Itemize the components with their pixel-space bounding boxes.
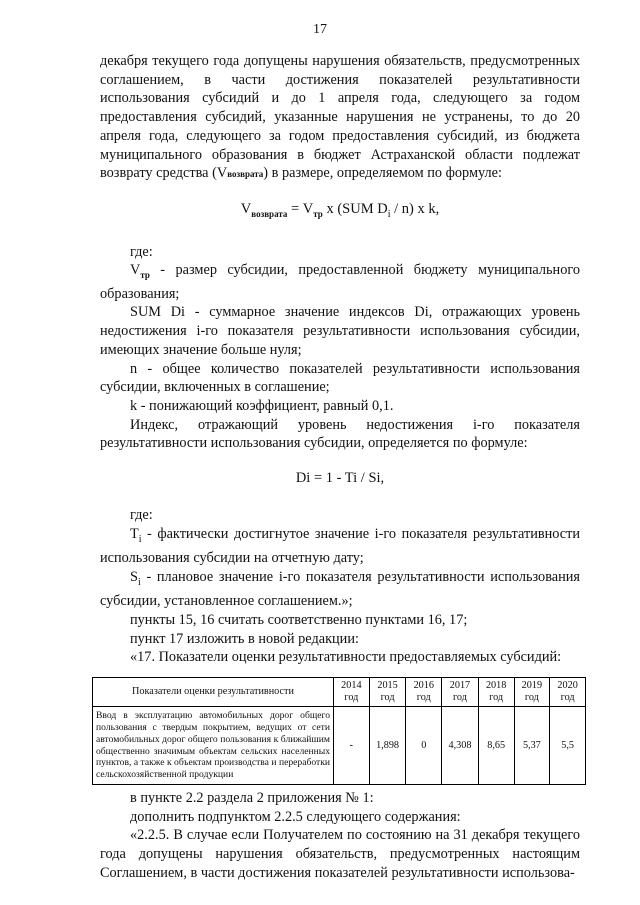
- indicator-name: Ввод в эксплуатацию автомобильных дорог общего пользования с твердым покрытием, ведущих от сети автомобильных дорог общего пользования к ближайшим общественно значимым объектам сельских населенных пунктов, а также к объектам производства и переработки сельскохозяйственной продукции: [93, 707, 334, 785]
- indicator-value: 0: [406, 707, 442, 785]
- document-body: [96, 52, 580, 882]
- column-header-year: 2016 год: [406, 678, 442, 707]
- definition-k: k - понижающий коэффициент, равный 0,1.: [130, 398, 394, 414]
- column-header-year: 2020 год: [550, 678, 586, 707]
- column-header-year: 2015 год: [369, 678, 406, 707]
- index-description: Индекс, отражающий уровень недостижения i-го показателя результативности использования субсидии, определяется по формуле:: [100, 416, 580, 452]
- definition-sum-di: SUM Di - суммарное значение индексов Di, отражающих уровень недостижения i-го показателя результативности использования субсидии, имеющих значение больше нуля;: [100, 304, 580, 358]
- paragraph-return-conditions: декабря текущего года допущены нарушения обязательств, предусмотренных соглашением, в части достижения показателей результативности использования субсидий и до 1 апреля года, следующего за годом предоставления субсидий, указанные нарушения не устранены, то до 20 апреля года, следующего за годом предоставления субсидий, из бюджета муниципального образования в бюджет Астраханской области подлежат возврату средства (Vвозврата) в размере, определяемом по формуле:: [100, 53, 580, 182]
- formula-di: Di = 1 - Ti / Si,: [295, 470, 385, 487]
- formula-return-volume: $V_{возврата} = V_{тр}$ x (SUM $D_i / n$) x k,: [240, 200, 440, 220]
- clause-2-2-intro: в пункте 2.2 раздела 2 приложения № 1:: [130, 789, 374, 806]
- where-label: где:: [130, 243, 153, 260]
- column-header-year: 2014 год: [334, 678, 370, 707]
- clause-2-2-5-text: «2.2.5. В случае если Получателем по состоянию на 31 декабря текущего года допущены нарушения обязательств, предусмотренных настоящим Соглашением, в части достижения показателей результативности использова-: [100, 827, 580, 881]
- definition-vtr: $V_{тр}$ - размер субсидии, предоставленной бюджету муниципального образования;: [100, 262, 580, 302]
- indicator-value: 1,898: [369, 707, 406, 785]
- page-number: 17: [313, 22, 327, 37]
- table-header-row: [93, 678, 586, 707]
- renumber-clause: пункты 15, 16 считать соответственно пунктами 16, 17;: [130, 612, 468, 629]
- indicator-value: 5,37: [514, 707, 550, 785]
- column-header-year: 2018 год: [478, 678, 514, 707]
- indicator-value: 5,5: [550, 707, 586, 785]
- table-row: [93, 707, 586, 785]
- clause-2-2-5-intro: дополнить подпунктом 2.2.5 следующего содержания:: [130, 808, 461, 825]
- where-label-2: где:: [130, 506, 153, 523]
- definition-n: n - общее количество показателей результативности использования субсидии, включенных в соглашение;: [100, 360, 580, 396]
- indicator-value: 4,308: [442, 707, 479, 785]
- indicator-value: -: [334, 707, 370, 785]
- clause-17-heading: «17. Показатели оценки результативности предоставляемых субсидий:: [130, 649, 562, 666]
- column-header-year: 2017 год: [442, 678, 479, 707]
- definition-ti: $T_i$ - фактически достигнутое значение i-го показателя результативности использования субсидии на отчетную дату;: [100, 525, 580, 567]
- clause-17-intro: пункт 17 изложить в новой редакции:: [130, 630, 359, 647]
- definition-si: $S_i$ - плановое значение i-го показателя результативности использования субсидии, установленное соглашением.»;: [100, 568, 580, 610]
- indicator-value: 8,65: [478, 707, 514, 785]
- column-header-indicator: Показатели оценки результативности: [93, 678, 334, 707]
- column-header-year: 2019 год: [514, 678, 550, 707]
- indicators-table: [92, 677, 586, 785]
